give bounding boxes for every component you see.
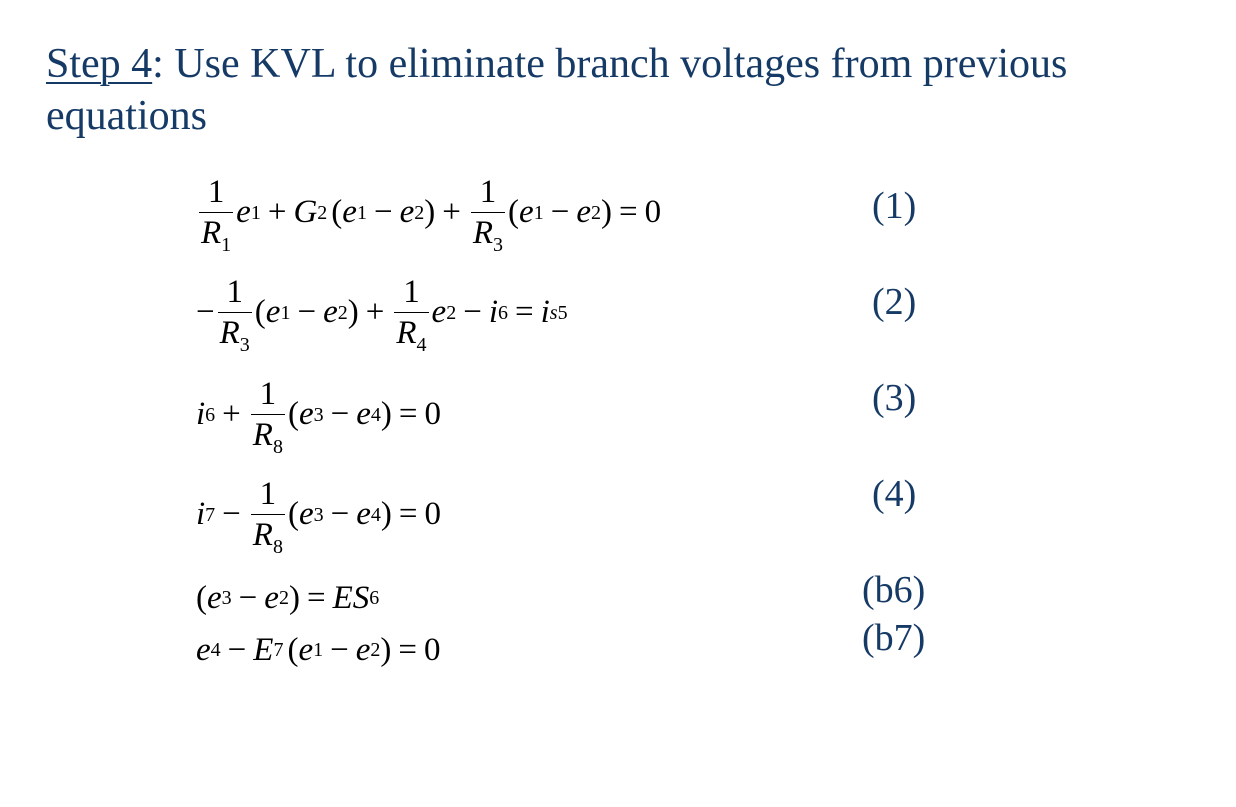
equation-number-1: (1) [872, 185, 917, 227]
fraction-1-over-r3: $\frac{1}{R_3}$ [219, 274, 250, 356]
heading-text: : Use KVL to eliminate branch voltages from previous equations [46, 41, 1068, 139]
step-label: Step 4 [46, 41, 153, 87]
fraction-1-over-r3: $\frac{1}{R_3}$ [472, 174, 504, 256]
fraction-1-over-r8: $\frac{1}{R_8}$ [252, 376, 283, 458]
equation-4: i 7 − $\frac{1}{R_8}$ ( e 3 − e 4 ) = 0 [196, 476, 442, 558]
equation-number-4: (4) [872, 473, 917, 515]
equation-number-b7: (b7) [862, 617, 926, 659]
equation-number-2: (2) [872, 281, 917, 323]
equation-1: $\frac{1}{R_1}$ e 1 + G 2 ( e 1 − e 2 ) + $\frac{1}{R_3}$ ( e 1 − e 2 ) = 0 [201, 174, 662, 256]
equation-number-b6: (b6) [862, 569, 926, 611]
equation-3: i 6 + $\frac{1}{R_8}$ ( e 3 − e 4 ) = 0 [196, 376, 442, 458]
fraction-1-over-r8: $\frac{1}{R_8}$ [252, 476, 283, 558]
equation-number-3: (3) [872, 377, 917, 419]
equation-b7: e 4 − E 7 ( e 1 − e 2 ) = 0 [196, 631, 441, 668]
fraction-1-over-r1: $\frac{1}{R_1}$ [201, 174, 232, 256]
fraction-1-over-r4: $\frac{1}{R_4}$ [396, 274, 427, 356]
equation-2: − $\frac{1}{R_3}$ ( e 1 − e 2 ) + $\frac{1}{R_4}$ e 2 − i 6 = i s 5 [196, 274, 568, 356]
equation-b6: ( e 3 − e 2 ) = ES 6 [196, 579, 380, 616]
slide-heading [46, 38, 1196, 142]
